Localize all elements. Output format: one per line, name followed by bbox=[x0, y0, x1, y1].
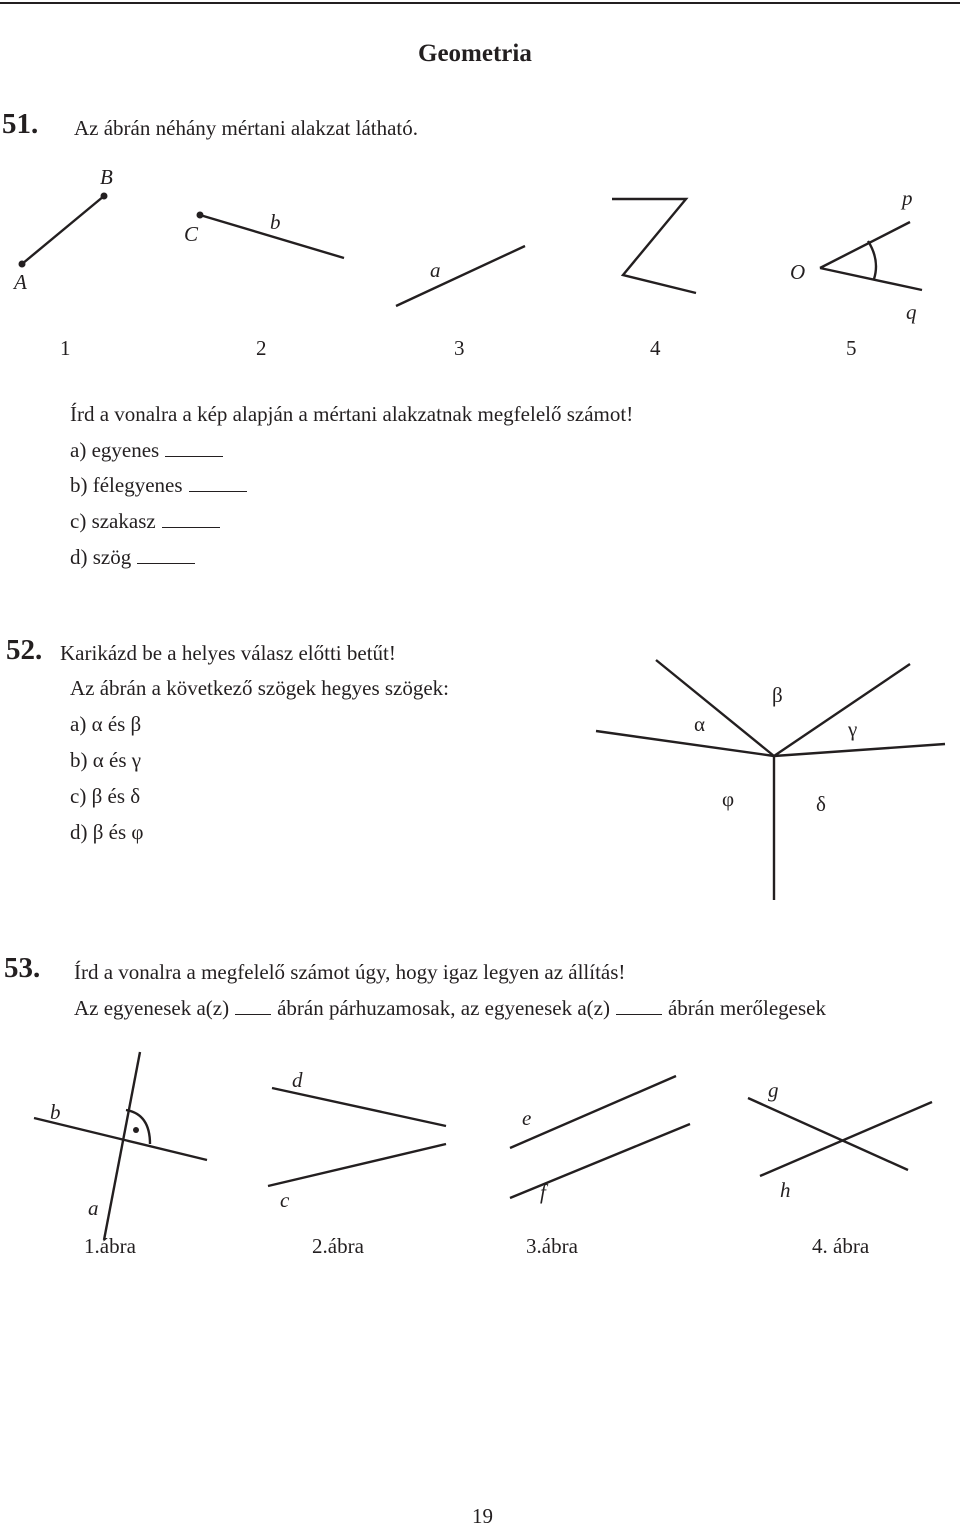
line-label-f: f bbox=[540, 1180, 546, 1204]
line-a bbox=[396, 246, 525, 306]
label-O: O bbox=[790, 260, 806, 284]
page-number: 19 bbox=[472, 1504, 493, 1528]
angle-label-phi: φ bbox=[722, 787, 735, 811]
choice-d[interactable]: d) β és φ bbox=[70, 820, 144, 844]
option-szog bbox=[70, 545, 195, 570]
fig3-line-e bbox=[510, 1076, 676, 1148]
figure-caption-4: 4. ábra bbox=[812, 1234, 870, 1258]
fig4-line-h bbox=[760, 1102, 932, 1176]
exercise-52-instruction: Karikázd be a helyes válasz előtti betűt! bbox=[60, 641, 396, 665]
figure-number-3: 3 bbox=[454, 336, 465, 360]
label-C: C bbox=[184, 222, 199, 246]
exercise-51-intro: Az ábrán néhány mértani alakzat látható. bbox=[74, 116, 418, 140]
ray-4 bbox=[774, 744, 945, 756]
line-label-a: a bbox=[88, 1196, 99, 1220]
angle-arm-p bbox=[820, 222, 910, 268]
perpendicular-answer-blank[interactable] bbox=[616, 1013, 662, 1015]
answer-blank[interactable] bbox=[137, 562, 195, 564]
exercise-53-number: 53. bbox=[4, 952, 41, 984]
fig2-line-c bbox=[268, 1144, 446, 1186]
choice-a[interactable]: a) α és β bbox=[70, 712, 142, 736]
section-title: Geometria bbox=[418, 40, 532, 67]
fig2-line-d bbox=[272, 1088, 446, 1126]
angle-label-delta: δ bbox=[816, 792, 826, 816]
line-label-e: e bbox=[522, 1106, 532, 1130]
fig4-line-g bbox=[748, 1098, 908, 1170]
choice-c[interactable]: c) β és δ bbox=[70, 784, 141, 808]
answer-blank[interactable] bbox=[189, 490, 247, 492]
choice-b[interactable]: b) α és γ bbox=[70, 748, 142, 772]
statement-part-2: ábrán párhuzamosak, az egyenesek a(z) bbox=[277, 996, 610, 1020]
figure-number-2: 2 bbox=[256, 336, 267, 360]
figure-caption-3: 3.ábra bbox=[526, 1234, 578, 1258]
point-a bbox=[19, 261, 26, 268]
exercise-51-number: 51. bbox=[2, 108, 39, 140]
option-szakasz bbox=[70, 509, 220, 534]
point-b bbox=[101, 193, 108, 200]
segment-ab bbox=[22, 196, 104, 264]
exercise-52-question: Az ábrán a következő szögek hegyes szögek: bbox=[70, 676, 450, 700]
parallel-answer-blank[interactable] bbox=[235, 1013, 271, 1015]
figure-number-1: 1 bbox=[60, 336, 71, 360]
right-angle-dot bbox=[133, 1127, 139, 1133]
answer-blank[interactable] bbox=[165, 455, 223, 457]
statement-part-3: ábrán merőlegesek bbox=[667, 996, 826, 1020]
zigzag-shape bbox=[612, 199, 696, 293]
angle-label-alpha: α bbox=[694, 712, 706, 736]
line-label-c: c bbox=[280, 1188, 290, 1212]
line-label-h: h bbox=[780, 1178, 791, 1202]
option-felegyenes bbox=[70, 473, 247, 498]
line-label-d: d bbox=[292, 1068, 303, 1092]
option-label: b) félegyenes bbox=[70, 473, 183, 497]
angle-arc bbox=[868, 241, 876, 279]
figure-number-4: 4 bbox=[650, 336, 661, 360]
line-label-b: b bbox=[50, 1100, 61, 1124]
fig1-line-a bbox=[104, 1052, 140, 1240]
angle-arm-q bbox=[820, 268, 922, 290]
angle-label-beta: β bbox=[772, 683, 783, 707]
option-egyenes bbox=[70, 438, 223, 463]
exercise-52-number: 52. bbox=[6, 634, 43, 666]
figure-caption-2: 2.ábra bbox=[312, 1234, 364, 1258]
option-label: a) egyenes bbox=[70, 438, 160, 462]
exercise-51-instruction: Írd a vonalra a kép alapján a mértani alakzatnak megfelelő számot! bbox=[70, 402, 634, 426]
figure-caption-1: 1.ábra bbox=[84, 1234, 136, 1258]
statement-part-1: Az egyenesek a(z) bbox=[74, 996, 230, 1020]
angle-label-gamma: γ bbox=[848, 717, 858, 741]
exercise-53-statement bbox=[74, 996, 826, 1021]
label-q: q bbox=[906, 300, 917, 324]
answer-blank[interactable] bbox=[162, 526, 220, 528]
point-c bbox=[197, 212, 204, 219]
figure-number-5: 5 bbox=[846, 336, 857, 360]
ray-3 bbox=[774, 664, 910, 756]
label-a: a bbox=[430, 258, 441, 282]
label-b: b bbox=[270, 210, 281, 234]
right-angle-arc bbox=[126, 1110, 150, 1144]
line-label-g: g bbox=[768, 1078, 779, 1102]
option-label: d) szög bbox=[70, 545, 132, 569]
exercise-53-instruction: Írd a vonalra a megfelelő számot úgy, hogy igaz legyen az állítás! bbox=[74, 960, 626, 984]
label-A: A bbox=[14, 270, 27, 294]
label-B: B bbox=[100, 165, 113, 189]
option-label: c) szakasz bbox=[70, 509, 156, 533]
label-p: p bbox=[902, 186, 913, 210]
